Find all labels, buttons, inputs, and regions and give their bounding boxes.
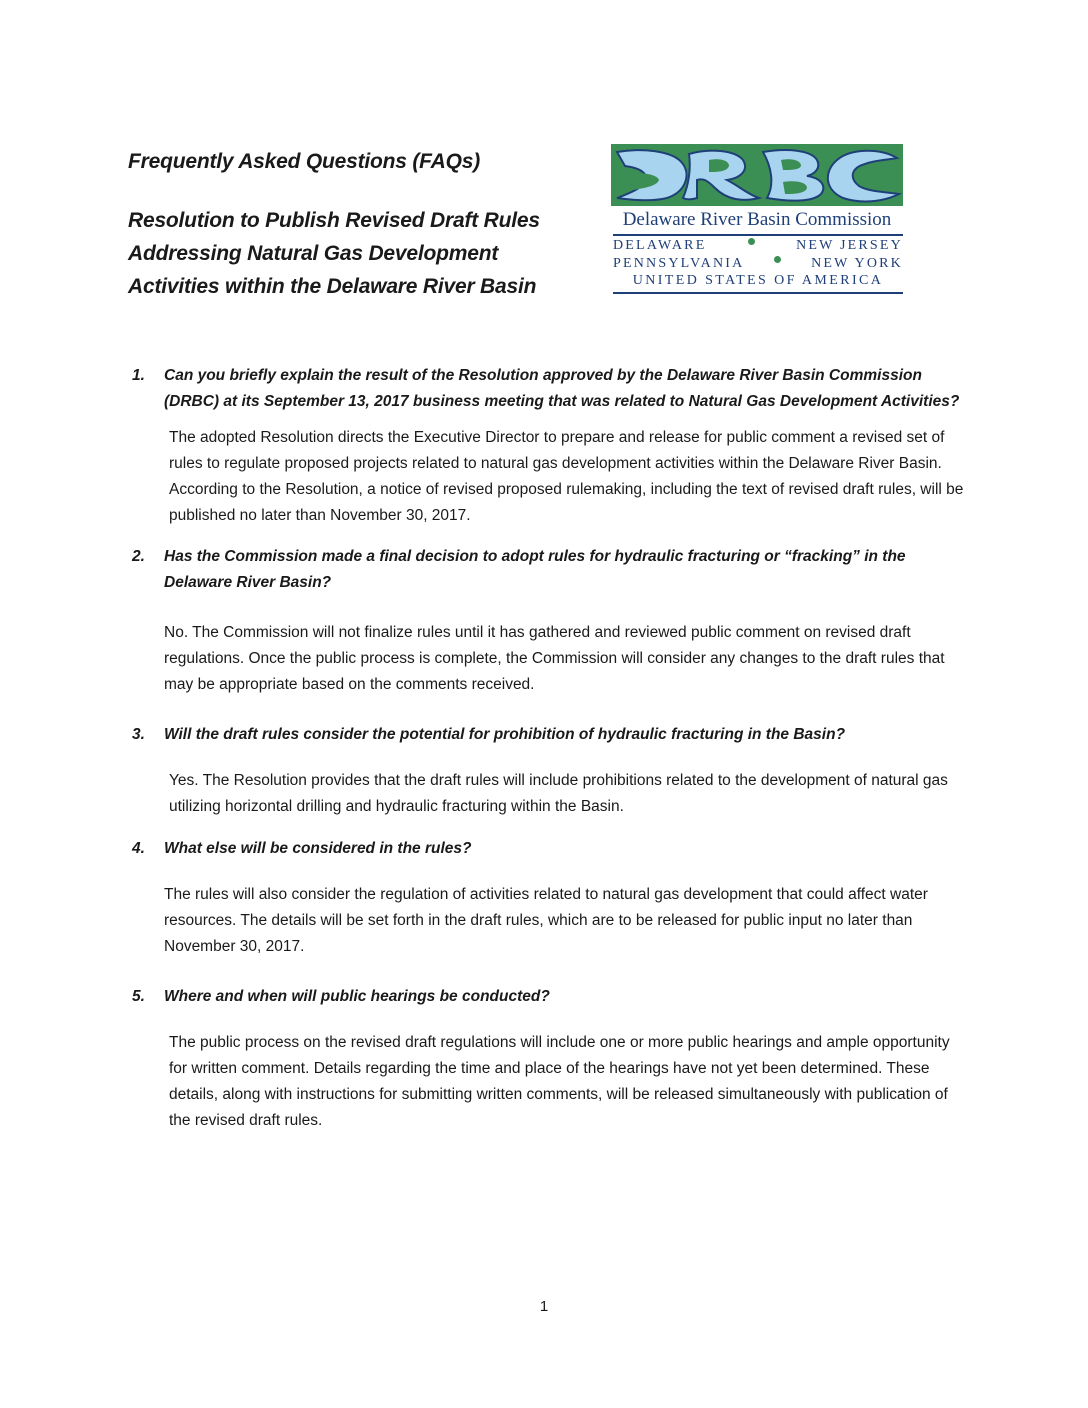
title-line-3: Activities within the Delaware River Basin xyxy=(128,275,537,298)
faq-question-row xyxy=(132,544,962,596)
faq-list xyxy=(132,363,962,1134)
faq-number: 2. xyxy=(132,548,145,565)
state-pennsylvania: PENNSYLVANIA xyxy=(613,256,745,271)
faq-question: Where and when will public hearings be conducted? xyxy=(164,988,550,1005)
faq-question: Can you briefly explain the result of the Resolution approved by the Delaware River Basin Commission (DRBC) at its September 13, 2017 business meeting that was related to Natural Gas Development Activities? xyxy=(164,367,960,410)
faq-item-2 xyxy=(132,544,962,698)
title-line-2: Addressing Natural Gas Development xyxy=(128,242,499,265)
logo-divider-top xyxy=(613,234,903,236)
logo-states-line-1 xyxy=(613,238,903,254)
faq-item-5 xyxy=(132,984,962,1134)
faq-item-4 xyxy=(132,836,962,960)
bullet-dot-icon xyxy=(774,256,781,263)
drbc-logo xyxy=(611,144,905,294)
faq-question: Has the Commission made a final decision to adopt rules for hydraulic fracturing or “fracking” in the Delaware River Basin? xyxy=(164,548,906,591)
faq-question-row xyxy=(132,722,962,748)
faq-question-row xyxy=(132,363,962,415)
bullet-dot-icon xyxy=(748,238,755,245)
page-number: 1 xyxy=(539,1298,549,1315)
title-line-1: Resolution to Publish Revised Draft Rules xyxy=(128,209,540,232)
faq-answer: Yes. The Resolution provides that the draft rules will include prohibitions related to the development of natural gas utilizing horizontal drilling and hydraulic fracturing within the Basin. xyxy=(169,772,948,815)
logo-divider-bottom xyxy=(613,292,903,294)
faq-item-1 xyxy=(132,363,962,529)
faq-item-3 xyxy=(132,722,962,820)
drbc-logo-mark xyxy=(611,144,903,206)
state-new-jersey: NEW JERSEY xyxy=(796,238,903,253)
document-title xyxy=(128,204,588,303)
faq-question: Will the draft rules consider the potential for prohibition of hydraulic fracturing in the Basin? xyxy=(164,726,846,743)
logo-commission-name: Delaware River Basin Commission xyxy=(622,209,892,230)
faq-answer: No. The Commission will not finalize rules until it has gathered and reviewed public comment on revised draft regulations. Once the public process is complete, the Commission will consider any changes to the draft rules that may be appropriate based on the comments received. xyxy=(164,624,945,693)
faq-answer: The public process on the revised draft regulations will include one or more public hearings and ample opportunity for written comment. Details regarding the time and place of the hearings have not yet been determined. These details, along with instructions for submitting written comments, will be released simultaneously with publication of the revised draft rules. xyxy=(169,1034,950,1129)
logo-country-line: UNITED STATES OF AMERICA xyxy=(632,273,884,288)
faq-number: 4. xyxy=(132,840,145,857)
state-new-york: NEW YORK xyxy=(811,256,903,271)
faq-question-row xyxy=(132,984,962,1010)
logo-states-line-2 xyxy=(613,256,903,272)
faq-question: What else will be considered in the rules? xyxy=(164,840,472,857)
faq-number: 1. xyxy=(132,367,145,384)
faq-number: 3. xyxy=(132,726,145,743)
faq-answer: The adopted Resolution directs the Executive Director to prepare and release for public comment a revised set of rules to regulate proposed projects related to natural gas development activities within the Delaware River Basin. According to the Resolution, a notice of revised proposed rulemaking, including the text of revised draft rules, will be published no later than November 30, 2017. xyxy=(169,429,964,524)
state-delaware: DELAWARE xyxy=(613,238,707,253)
faq-question-row xyxy=(132,836,962,862)
faq-heading: Frequently Asked Questions (FAQs) xyxy=(128,150,481,173)
faq-number: 5. xyxy=(132,988,145,1005)
faq-answer: The rules will also consider the regulation of activities related to natural gas development that could affect water resources. The details will be set forth in the draft rules, which are to be released for public input no later than November 30, 2017. xyxy=(164,886,928,955)
